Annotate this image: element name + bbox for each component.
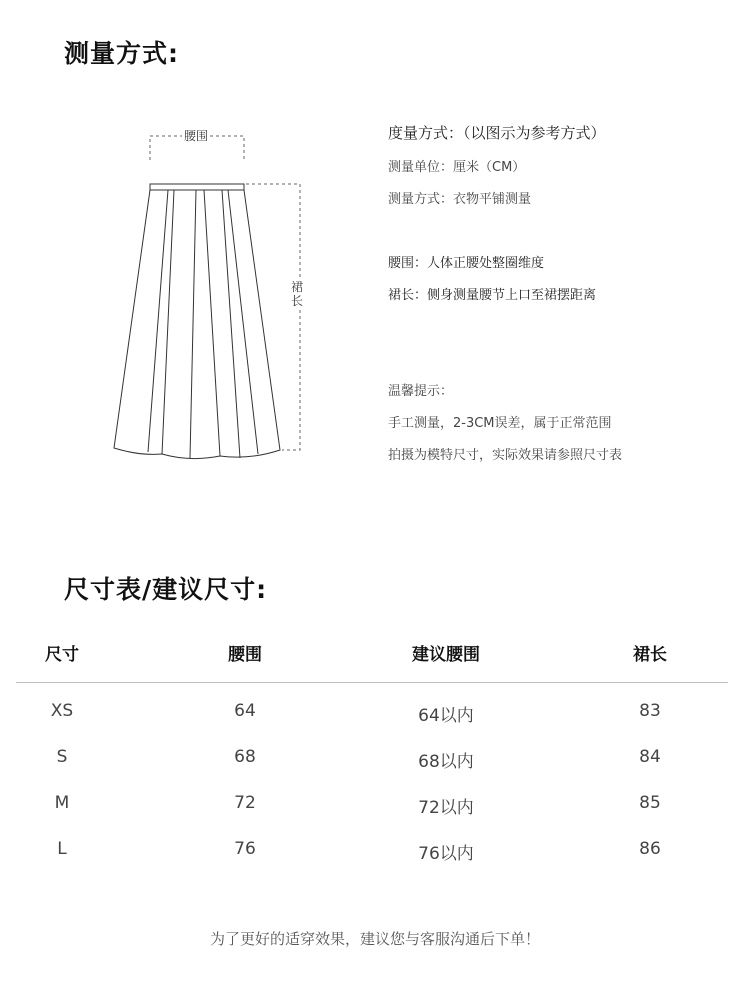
cell-size: M — [54, 793, 70, 813]
cell-length: 83 — [639, 701, 661, 721]
table-header — [16, 630, 728, 683]
cell-size: XS — [50, 701, 74, 721]
tip-line-2: 拍摄为模特尺寸，实际效果请参照尺寸表 — [388, 448, 623, 463]
tip-title: 温馨提示： — [388, 384, 454, 399]
cell-suggested-waist: 72以内 — [418, 798, 474, 818]
table-body — [16, 683, 728, 873]
measurement-heading: 测量方式: — [64, 39, 179, 68]
cell-waist: 64 — [234, 701, 256, 721]
cell-suggested-waist: 76以内 — [418, 844, 474, 864]
notes-length: 裙长：侧身测量腰节上口至裙摆距离 — [388, 288, 597, 303]
cell-length: 85 — [639, 793, 661, 813]
table-row — [16, 735, 728, 781]
table-row — [16, 689, 728, 735]
cell-waist: 68 — [234, 747, 256, 767]
skirt-diagram — [100, 120, 320, 470]
header-size: 尺寸 — [45, 645, 79, 665]
tip-line-1: 手工测量，2-3CM误差，属于正常范围 — [388, 416, 612, 431]
cell-size: S — [56, 747, 68, 767]
notes-waist: 腰围：人体正腰处整圈维度 — [388, 256, 545, 271]
header-length: 裙长 — [633, 645, 667, 665]
skirt-illustration — [100, 120, 320, 470]
table-row — [16, 781, 728, 827]
header-waist: 腰围 — [228, 645, 262, 665]
size-table — [16, 630, 728, 873]
size-table-heading: 尺寸表/建议尺寸: — [64, 575, 268, 604]
cell-suggested-waist: 68以内 — [418, 752, 474, 772]
waist-label: 腰围 — [184, 129, 209, 143]
cell-length: 86 — [639, 839, 661, 859]
notes-title: 度量方式：（以图示为参考方式） — [388, 124, 606, 142]
cell-length: 84 — [639, 747, 661, 767]
cell-waist: 76 — [234, 839, 256, 859]
notes-method: 测量方式：衣物平铺测量 — [388, 192, 532, 207]
header-suggested-waist: 建议腰围 — [412, 645, 480, 665]
cell-suggested-waist: 64以内 — [418, 706, 474, 726]
length-label: 裙长 — [290, 280, 303, 308]
cell-size: L — [57, 839, 67, 859]
table-row — [16, 827, 728, 873]
notes-unit: 测量单位：厘米（CM） — [388, 160, 526, 175]
cell-waist: 72 — [234, 793, 256, 813]
footer-note: 为了更好的适穿效果，建议您与客服沟通后下单！ — [209, 930, 540, 948]
